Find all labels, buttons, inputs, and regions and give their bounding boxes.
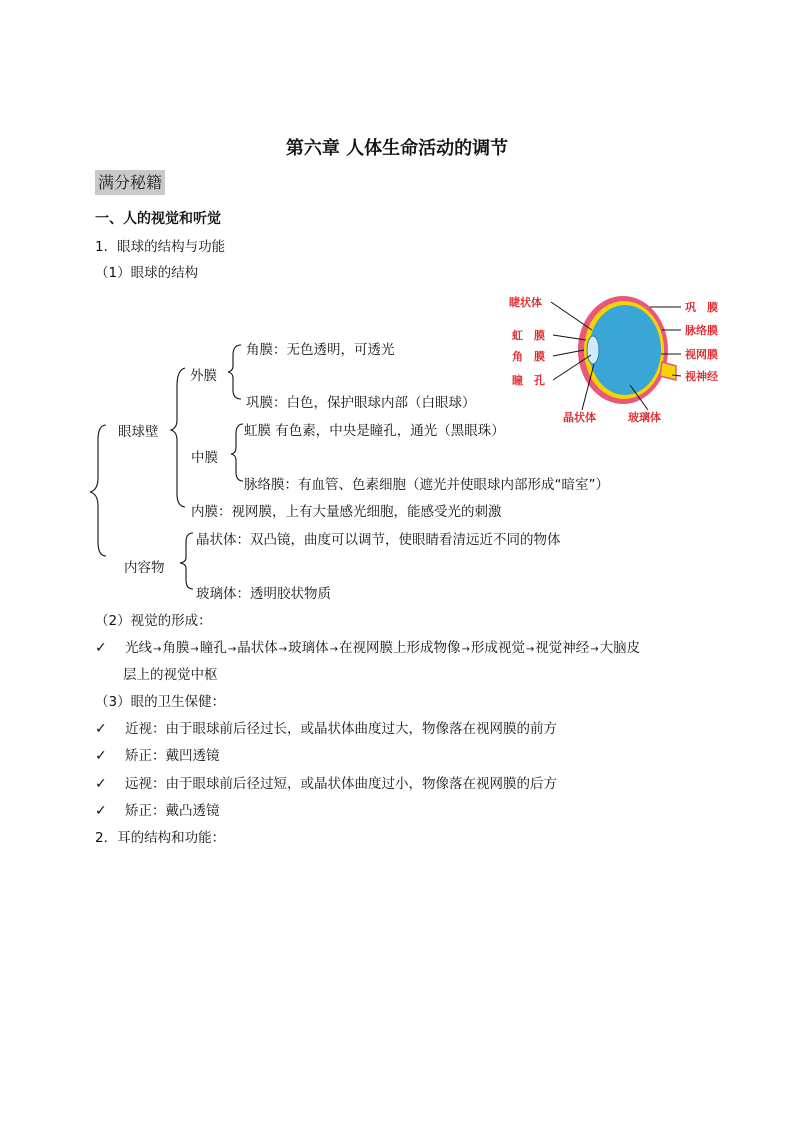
care-text: 矫正：戴凸透镜 <box>125 803 220 819</box>
arrow-right-icon: → <box>227 644 237 655</box>
vision-step: 光线 <box>125 640 153 656</box>
vision-path-row <box>95 636 640 656</box>
eye-label-ciliary: 睫状体 <box>509 296 542 309</box>
arrow-right-icon: → <box>278 644 288 655</box>
tree-middle-iris: 虹膜 有色素，中央是瞳孔，通光（黑眼珠） <box>244 423 505 439</box>
eye-label-sclera: 巩 膜 <box>685 301 718 314</box>
tree-root: 眼球壁 <box>118 424 159 440</box>
check-icon: ✓ <box>95 803 107 819</box>
arrow-right-icon: → <box>461 644 470 655</box>
arrow-right-icon: → <box>190 644 199 655</box>
care-item <box>95 744 220 764</box>
vision-step: 在视网膜上形成物像 <box>338 640 461 656</box>
check-icon: ✓ <box>95 748 107 764</box>
item-heading-ear: 2．耳的结构和功能： <box>95 830 226 846</box>
check-icon: ✓ <box>95 721 107 737</box>
tree-outer: 外膜 <box>190 368 217 384</box>
tree-contents-lens: 晶状体：双凸镜，曲度可以调节，使眼睛看清远近不同的物体 <box>196 532 561 548</box>
tree-outer-sclera: 巩膜：白色，保护眼球内部（白眼球） <box>246 395 476 411</box>
arrow-right-icon: → <box>329 644 338 655</box>
eye-label-iris: 虹 膜 <box>512 329 545 342</box>
page-title: 第六章 人体生命活动的调节 <box>285 138 509 159</box>
tree-middle-choroid: 脉络膜：有血管、色素细胞（遮光并使眼球内部形成“暗室”） <box>244 477 609 493</box>
eye-label-optic-nerve: 视神经 <box>685 370 718 383</box>
check-icon: ✓ <box>95 640 107 656</box>
eye-label-choroid: 脉络膜 <box>685 324 718 337</box>
eye-label-retina: 视网膜 <box>685 348 718 361</box>
vision-step: 角膜 <box>162 640 190 656</box>
subheading-eye-structure: （1）眼球的结构 <box>95 265 199 281</box>
tree-contents: 内容物 <box>124 560 165 576</box>
subheading-eye-care: （3）眼的卫生保健： <box>95 694 226 710</box>
vision-step: 视觉神经 <box>535 640 590 656</box>
eye-label-cornea: 角 膜 <box>512 350 545 363</box>
arrow-right-icon: → <box>525 644 535 655</box>
eye-label-lens: 晶状体 <box>563 411 596 424</box>
subheading-vision-formation: （2）视觉的形成： <box>95 613 212 629</box>
eye-label-vitreous: 玻璃体 <box>628 411 661 424</box>
tree-outer-cornea: 角膜：无色透明，可透光 <box>246 342 395 358</box>
care-item <box>95 799 220 819</box>
vision-step: 大脑皮 <box>599 640 641 656</box>
eye-label-pupil: 瞳 孔 <box>512 374 545 387</box>
care-text: 近视：由于眼球前后径过长，或晶状体曲度过大，物像落在视网膜的前方 <box>125 721 558 737</box>
check-icon: ✓ <box>95 776 107 792</box>
section-heading: 一、人的视觉和听觉 <box>95 211 221 227</box>
tree-middle: 中膜 <box>191 450 218 466</box>
arrow-right-icon: → <box>153 644 162 655</box>
vision-step: 瞳孔 <box>199 640 227 656</box>
arrow-right-icon: → <box>590 644 599 655</box>
tree-inner: 内膜：视网膜，上有大量感光细胞，能感受光的刺激 <box>191 504 502 520</box>
vision-step: 玻璃体 <box>288 640 329 656</box>
vision-step: 形成视觉 <box>470 640 525 656</box>
section-badge: 满分秘籍 <box>95 170 165 195</box>
item-heading-eye: 1．眼球的结构与功能 <box>95 239 226 255</box>
vision-path <box>125 640 640 656</box>
care-item <box>95 772 557 792</box>
vision-path-tail: 层上的视觉中枢 <box>123 667 218 683</box>
care-text: 矫正：戴凹透镜 <box>125 748 220 764</box>
care-text: 远视：由于眼球前后径过短，或晶状体曲度过小，物像落在视网膜的后方 <box>125 776 558 792</box>
tree-contents-vitreous: 玻璃体：透明胶状物质 <box>196 586 331 602</box>
vision-step: 晶状体 <box>237 640 278 656</box>
care-item <box>95 717 557 737</box>
